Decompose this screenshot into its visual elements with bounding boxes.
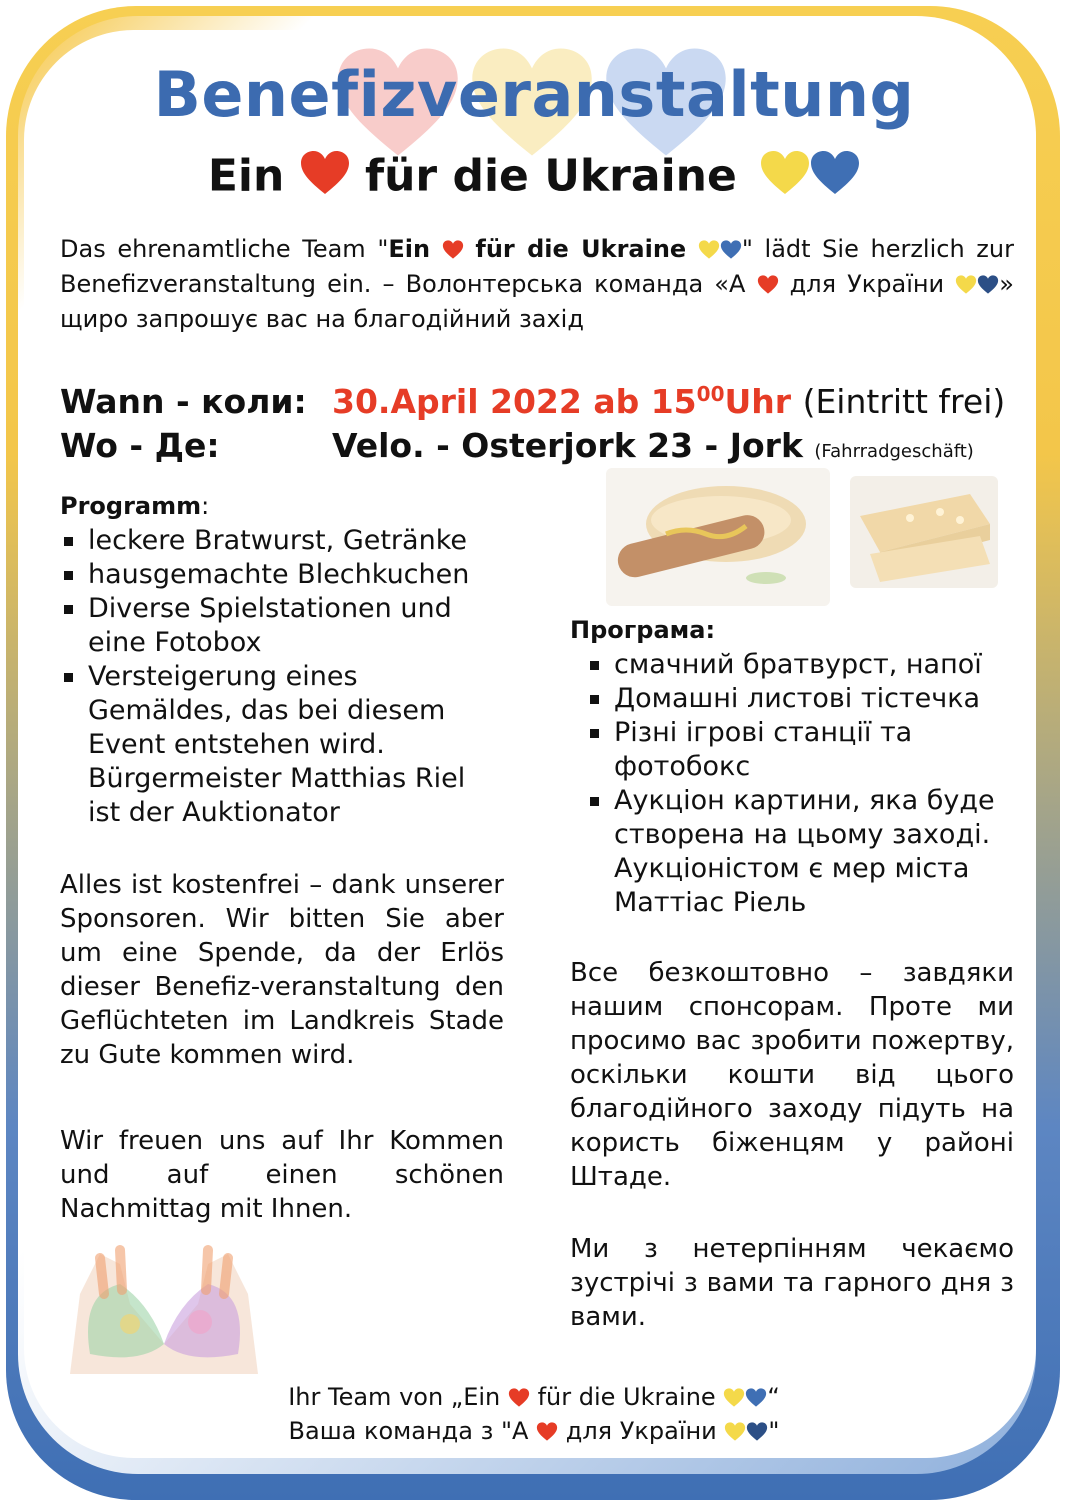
list-item: Різні ігрові станції та фотобокс: [586, 716, 1014, 784]
footer-uk-a: Ваша команда з "А: [288, 1417, 529, 1445]
painted-hands-heart-photo: [60, 1234, 268, 1380]
program-de-colon: :: [201, 492, 210, 520]
list-item: Аукціон картини, яка буде створена на цьому заході. Аукціоністом є мер міста Маттіас Ріель: [586, 784, 1014, 920]
yellow-heart-icon: [955, 275, 977, 294]
event-address: Velo. - Osterjork 23 - Jork: [332, 426, 803, 465]
text-de-donation: Alles ist kostenfrei – dank unserer Sponsoren. Wir bitten Sie aber um eine Spende, da der Erlös dieser Benefiz-veranstaltung den Geflüchteten im Landkreis Stade zu Gute kommen wird.: [60, 870, 504, 1070]
subtitle-post: für die Ukraine: [364, 150, 737, 202]
list-item: leckere Bratwurst, Getränke: [60, 524, 504, 558]
footer-uk-c: ": [768, 1417, 780, 1445]
event-time-unit: Uhr: [724, 382, 792, 421]
navy-heart-icon: [977, 275, 999, 294]
program-uk: [570, 616, 1014, 920]
where-label: Wo - Де:: [60, 426, 220, 465]
text-uk-welcome: Ми з нетерпінням чекаємо зустрічі з вами та гарного дня з вами.: [570, 1234, 1014, 1332]
yellow-heart-icon: [698, 240, 720, 259]
intro-text-6: » щиро запрошує вас на благодійний захід: [60, 270, 1014, 333]
blue-heart-icon: [745, 1388, 767, 1407]
program-uk-list: [570, 648, 1014, 920]
footer-uk: [0, 1414, 1068, 1448]
program-de: [60, 492, 504, 830]
program-uk-heading: Програма:: [570, 616, 716, 644]
intro-text-1: Das ehrenamtliche Team ": [60, 235, 389, 263]
event-time-minutes: 00: [696, 382, 725, 406]
program-de-heading: Programm: [60, 492, 202, 520]
text-uk-donation: Все безкоштовно – завдяки нашим спонсорам. Проте ми просимо вас зробити пожертву, оскільки кошти від цього благодійного заходу підуть на користь біженцям у районі Штаде.: [570, 958, 1014, 1192]
list-item: смачний братвурст, напої: [586, 648, 1014, 682]
red-heart-icon: [442, 240, 464, 259]
yellow-heart-icon: [760, 150, 810, 195]
footer-de: [0, 1380, 1068, 1414]
intro-text-5: для України: [789, 270, 945, 298]
footer-uk-b: для України: [565, 1417, 717, 1445]
venue-note: (Fahrradgeschäft): [814, 441, 974, 462]
blue-heart-icon: [810, 150, 860, 195]
footer-de-c: “: [767, 1383, 780, 1411]
list-item: hausgemachte Blechkuchen: [60, 558, 504, 592]
event-details: [60, 372, 1005, 474]
red-heart-icon: [536, 1422, 558, 1441]
entry-note: (Eintritt frei): [802, 382, 1006, 421]
navy-heart-icon: [746, 1422, 768, 1441]
when-label: Wann - коли:: [60, 382, 307, 421]
program-de-list: [60, 524, 504, 830]
text-de-welcome: Wir freuen uns auf Ihr Kommen und auf einen schönen Nachmittag mit Ihnen.: [60, 1126, 504, 1224]
where-row: [60, 424, 1005, 474]
subtitle-pre: Ein: [207, 150, 285, 202]
page-subtitle: [0, 150, 1068, 202]
intro-paragraph: [60, 232, 1014, 337]
footer-de-b: für die Ukraine: [537, 1383, 716, 1411]
yellow-heart-icon: [724, 1422, 746, 1441]
list-item: Diverse Spielstationen und eine Fotobox: [60, 592, 504, 660]
intro-team-name-a: Ein: [388, 235, 431, 263]
list-item: Домашні листові тістечка: [586, 682, 1014, 716]
page-title: Benefizveranstaltung: [153, 58, 915, 131]
intro-text-4: " lädt Sie herzlich zur Benefizveranstaltung ein. – Волонтерська команда «А: [60, 235, 1014, 298]
blue-heart-icon: [720, 240, 742, 259]
event-date: 30.April 2022 ab 15: [332, 382, 697, 421]
when-row: [60, 372, 1005, 424]
list-item: Versteigerung eines Gemäldes, das bei diesem Event entstehen wird. Bürgermeister Matthias Riel ist der Auktionator: [60, 660, 504, 830]
intro-team-name-b: für die Ukraine: [475, 235, 687, 263]
blechkuchen-photo: [850, 476, 998, 588]
red-heart-icon: [757, 275, 779, 294]
red-heart-icon: [300, 150, 350, 195]
bratwurst-photo: [606, 468, 830, 606]
red-heart-icon: [508, 1388, 530, 1407]
footer-de-a: Ihr Team von „Ein: [288, 1383, 501, 1411]
yellow-heart-icon: [723, 1388, 745, 1407]
